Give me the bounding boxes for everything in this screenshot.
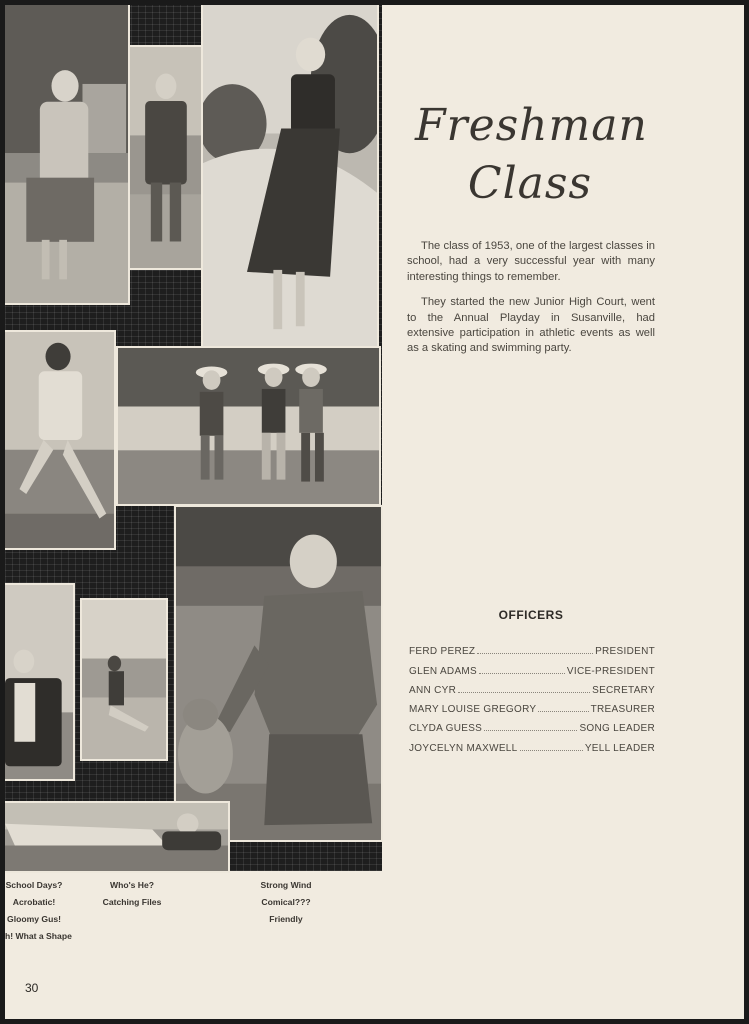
officer-role: TREASURER	[590, 704, 655, 716]
class-description	[407, 239, 655, 367]
photo-girl-kicking	[5, 330, 116, 550]
leader-dots	[479, 673, 565, 674]
officer-name: JOYCELYN MAXWELL	[409, 742, 518, 754]
photo-girl-kneeling-with-dog	[174, 505, 383, 842]
photo-girl-plaid-skirt	[5, 5, 130, 305]
officer-row	[409, 734, 655, 753]
officer-row	[409, 677, 655, 696]
paragraph-1: The class of 1953, one of the largest classes in school, had a very successful year with many interesting things to remember.	[407, 240, 655, 283]
officers-heading: OFFICERS	[498, 608, 564, 622]
caption: Strong Wind	[260, 880, 312, 890]
leader-dots	[477, 653, 593, 654]
officer-name: FERD PEREZ	[409, 646, 476, 658]
caption: Catching Files	[102, 897, 162, 907]
officer-row	[409, 657, 655, 676]
caption: Comical???	[261, 897, 311, 907]
leader-dots	[458, 692, 590, 693]
yearbook-page	[5, 5, 744, 1019]
leader-dots	[484, 730, 577, 731]
caption: Acrobatic!	[12, 897, 56, 907]
officer-role: SECRETARY	[592, 684, 655, 696]
officer-name: GLEN ADAMS	[409, 665, 478, 677]
captions-column-3	[250, 877, 322, 928]
photo-girl-lying-on-grass	[5, 801, 230, 873]
officer-name: MARY LOUISE GREGORY	[409, 704, 537, 716]
photo-three-girls-hats	[116, 346, 381, 506]
photo-boy-jacket	[5, 583, 75, 781]
photo-girl-plaid-shirt	[128, 45, 203, 270]
page-number: 30	[25, 981, 39, 995]
officer-role: YELL LEADER	[584, 742, 655, 754]
officer-role: VICE-PRESIDENT	[566, 665, 655, 677]
caption: Friendly	[269, 914, 303, 924]
page-title	[415, 97, 648, 213]
captions-column-1	[5, 877, 72, 945]
officer-name: ANN CYR	[409, 684, 457, 696]
title-line-2: Class	[467, 158, 593, 209]
paragraph-2: They started the new Junior High Court, went to the Annual Playday in Susanville, had extensive participation in athletic events as well as a skating and swimming party.	[407, 296, 655, 355]
officer-row	[409, 696, 655, 715]
caption: h! What a Shape	[5, 931, 72, 941]
caption: School Days?	[5, 880, 63, 890]
officer-role: PRESIDENT	[595, 646, 655, 658]
title-line-1: Freshman	[415, 100, 648, 151]
leader-dots	[538, 711, 588, 712]
officer-role: SONG LEADER	[579, 723, 655, 735]
leader-dots	[520, 750, 583, 751]
captions-column-2	[93, 877, 171, 911]
officer-row	[409, 638, 655, 657]
caption: Gloomy Gus!	[7, 914, 61, 924]
caption: Who's He?	[109, 880, 155, 890]
photo-girl-sitting	[80, 598, 168, 761]
officers-list	[409, 638, 655, 754]
officer-name: CLYDA GUESS	[409, 723, 483, 735]
photo-girl-posing-dirt-mound	[201, 5, 379, 348]
officer-row	[409, 715, 655, 734]
